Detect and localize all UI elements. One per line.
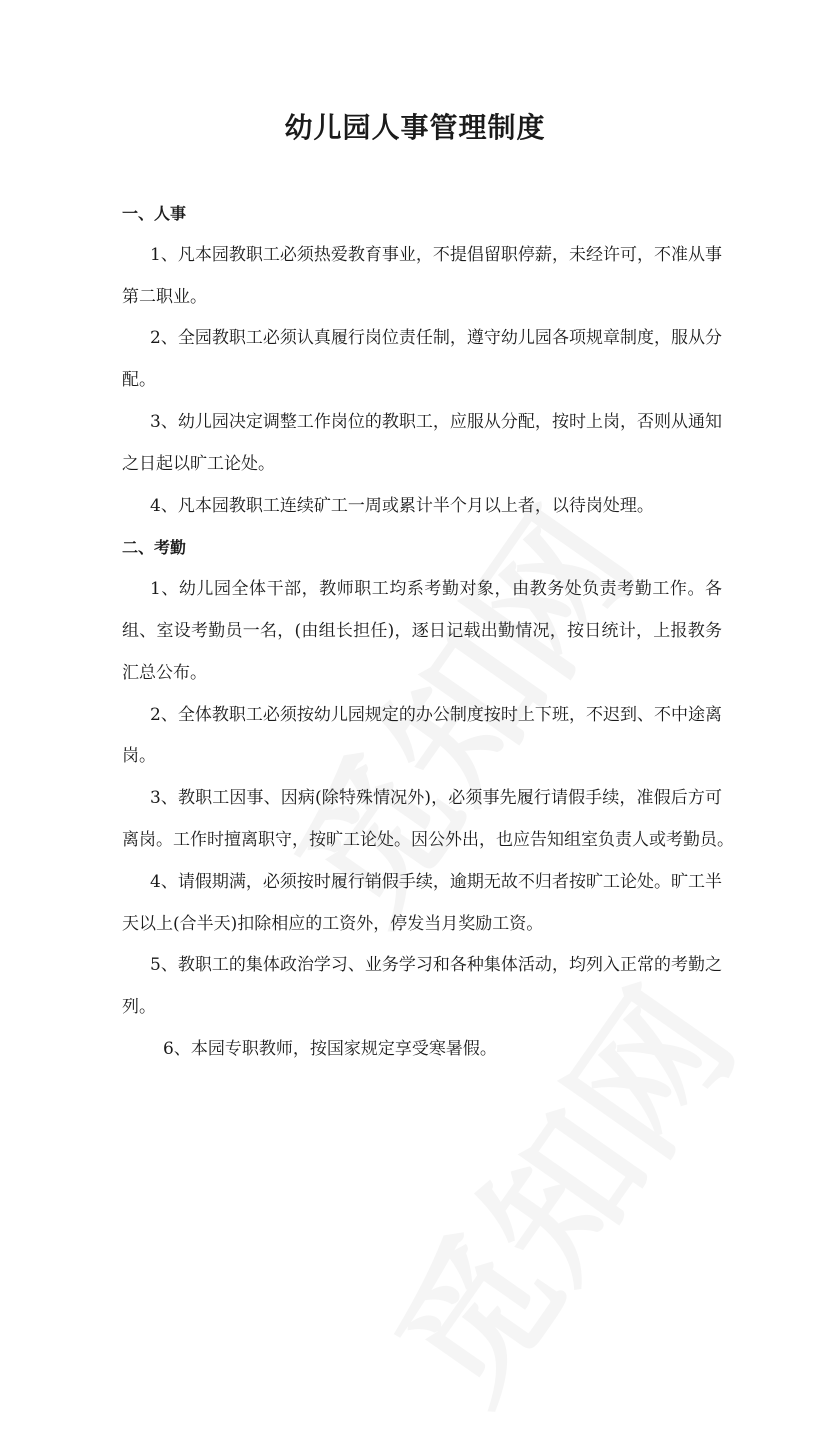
paragraph	[122, 945, 722, 1029]
paragraph-line: 5、教职工的集体政治学习、业务学习和各种集体活动，均列入正常的考勤之	[150, 955, 722, 976]
paragraph-line: 岗。	[122, 746, 156, 767]
paragraph-line: 2、全体教职工必须按幼儿园规定的办公制度按时上下班，不迟到、不中途离	[150, 704, 722, 725]
section-heading: 二、考勤	[122, 538, 187, 558]
paragraph	[122, 318, 722, 402]
paragraph-line: 汇总公布。	[122, 662, 207, 683]
paragraph-line: 3、幼儿园决定调整工作岗位的教职工，应服从分配，按时上岗，否则从通知	[150, 411, 722, 432]
paragraph	[122, 235, 722, 319]
document-body	[122, 193, 734, 1071]
section-heading: 一、人事	[122, 204, 187, 223]
document-title: 幼儿园人事管理制度	[284, 111, 546, 144]
paragraph	[122, 1029, 722, 1071]
paragraph-line: 1、凡本园教职工必须热爱教育事业，不提倡留职停薪，未经许可，不准从事	[150, 244, 722, 265]
paragraph	[122, 778, 734, 862]
paragraph-line: 列。	[122, 997, 156, 1018]
paragraph-line: 4、凡本园教职工连续矿工一周或累计半个月以上者，以待岗处理。	[150, 495, 654, 516]
paragraph-line: 6、本园专职教师，按国家规定享受寒暑假。	[163, 1038, 497, 1059]
paragraph-line: 组、室设考勤员一名，(由组长担任)，逐日记载出勤情况，按日统计，上报教务	[122, 620, 722, 641]
paragraph-line: 3、教职工因事、因病(除特殊情况外)，必须事先履行请假手续，准假后方可	[150, 788, 722, 809]
paragraph-line: 离岗。工作时擅离职守，按旷工论处。因公外出，也应告知组室负责人或考勤员。	[122, 829, 734, 850]
paragraph-line: 4、请假期满，必须按时履行销假手续，逾期无故不归者按旷工论处。旷工半	[150, 871, 722, 892]
paragraph-line: 配。	[122, 370, 156, 391]
paragraph-line: 1、幼儿园全体干部，教师职工均系考勤对象，由教务处负责考勤工作。各	[150, 579, 722, 600]
paragraph-line: 之日起以旷工论处。	[122, 453, 275, 474]
paragraph	[122, 695, 722, 779]
paragraph-line: 第二职业。	[122, 286, 207, 307]
paragraph-line: 2、全园教职工必须认真履行岗位责任制，遵守幼儿园各项规章制度，服从分	[150, 328, 722, 349]
paragraph	[122, 486, 722, 528]
paragraph	[122, 402, 722, 486]
paragraph	[122, 862, 722, 946]
paragraph-line: 天以上(合半天)扣除相应的工资外，停发当月奖励工资。	[122, 913, 544, 934]
paragraph	[122, 569, 722, 694]
